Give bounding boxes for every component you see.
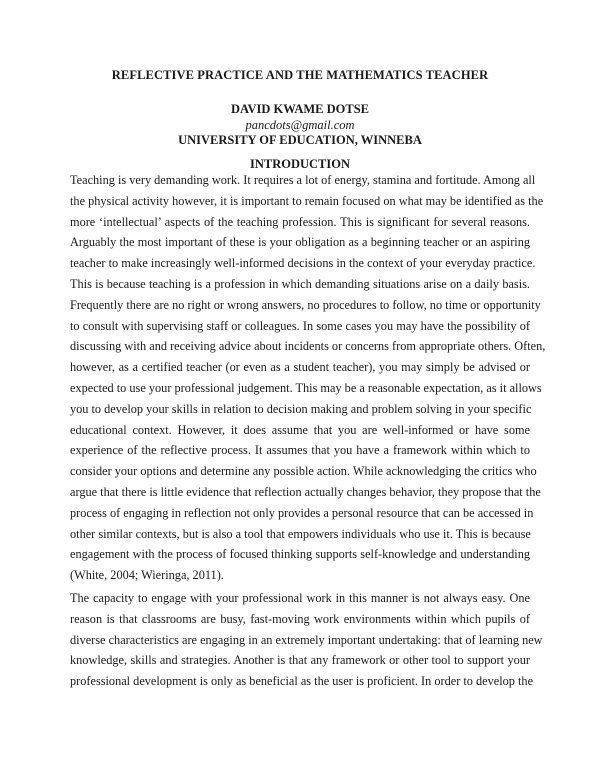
paragraph-line: The capacity to engage with your professional work in this manner is not always easy. One xyxy=(70,591,530,605)
paragraph-line: other similar contexts, but is also a tool that empowers individuals who use it. This is because xyxy=(70,526,531,541)
author-affiliation: UNIVERSITY OF EDUCATION, WINNEBA xyxy=(178,133,422,147)
paragraph-line: diverse characteristics are engaging in an extremely important undertaking: that of learning new xyxy=(70,632,543,647)
paragraph-line: to consult with supervising staff or colleagues. In some cases you may have the possibility of xyxy=(70,318,530,333)
paragraph-line: engagement with the process of focused thinking supports self-knowledge and understanding xyxy=(70,547,530,562)
paragraph-line: This is because teaching is a profession in which demanding situations arise on a daily basis. xyxy=(70,276,530,291)
author-email: pancdots@gmail.com xyxy=(245,118,355,132)
author-name: DAVID KWAME DOTSE xyxy=(231,102,369,116)
paragraph-line: experience of the reflective process. It assumes that you have a framework within which to xyxy=(70,443,530,458)
paragraph-line: however, as a certified teacher (or even as a student teacher), you may simply be advised or xyxy=(70,360,530,375)
paragraph-line: Frequently there are no right or wrong answers, no procedures to follow, no time or opportunity xyxy=(70,297,541,312)
paragraph-line: the physical activity however, it is important to remain focused on what may be identified as the xyxy=(70,193,544,208)
paragraph-introduction-1 xyxy=(70,170,546,586)
paragraph-line: argue that there is little evidence that reflection actually changes behavior, they propose that the xyxy=(70,484,541,499)
paragraph-introduction-2 xyxy=(70,588,543,692)
paragraph-line: professional development is only as beneficial as the user is proficient. In order to develop the xyxy=(70,674,534,689)
paragraph-line: you to develop your skills in relation to decision making and problem solving in your specific xyxy=(70,401,532,416)
paragraph-line: discussing with and receiving advice about incidents or concerns from appropriate others. Often, xyxy=(70,339,546,354)
paragraph-line: expected to use your professional judgement. This may be a reasonable expectation, as it allows xyxy=(70,380,542,395)
paragraph-line: more ‘intellectual’ aspects of the teaching profession. This is significant for several reasons. xyxy=(70,214,530,229)
paragraph-line: teacher to make increasingly well-informed decisions in the context of your everyday practice. xyxy=(70,256,536,271)
paragraph-line: process of engaging in reflection not only provides a personal resource that can be accessed in xyxy=(70,505,534,520)
paragraph-line: (White, 2004; Wieringa, 2011). xyxy=(70,568,224,583)
paragraph-line: knowledge, skills and strategies. Another is that any framework or other tool to support your xyxy=(70,653,530,668)
paragraph-line: consider your options and determine any possible action. While acknowledging the critics who xyxy=(70,464,537,479)
paragraph-line: reason is that classrooms are busy, fast-moving work environments within which pupils of xyxy=(70,611,530,626)
paragraph-line: Arguably the most important of these is your obligation as a beginning teacher or an aspiring xyxy=(70,235,530,250)
section-heading: INTRODUCTION xyxy=(249,157,350,171)
paragraph-line: educational context. However, it does assume that you are well-informed or have some xyxy=(70,422,530,437)
paragraph-line: Teaching is very demanding work. It requires a lot of energy, stamina and fortitude. Among all xyxy=(70,173,536,187)
document-title: REFLECTIVE PRACTICE AND THE MATHEMATICS TEACHER xyxy=(111,68,489,82)
